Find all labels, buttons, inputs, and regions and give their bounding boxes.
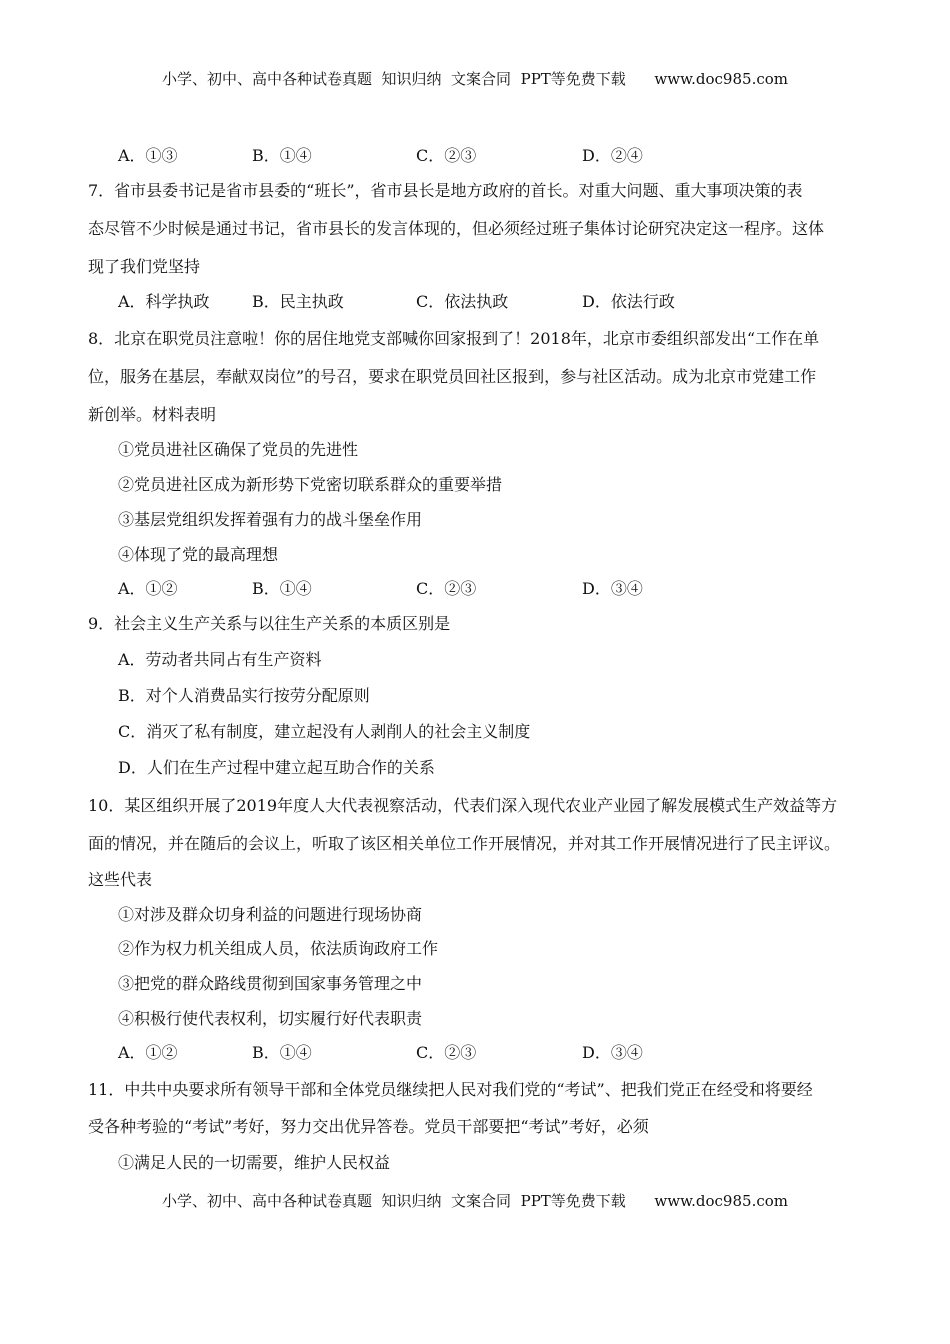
q10-stem-line: 面的情况，并在随后的会议上，听取了该区相关单位工作开展情况，并对其工作开展情况进行了民主评议。 xyxy=(88,834,841,853)
q7-option-c: C．依法执政 xyxy=(416,292,509,311)
q9-choice-c: C．消灭了私有制度，建立起没有人剥削人的社会主义制度 xyxy=(118,722,531,741)
q10-statement: ③把党的群众路线贯彻到国家事务管理之中 xyxy=(118,974,423,993)
q11-stem-line: 受各种考验的“考试”考好，努力交出优异答卷。党员干部要把“考试”考好，必须 xyxy=(88,1117,649,1136)
q8-option-b: B．①④ xyxy=(252,579,312,598)
q7-option-b: B．民主执政 xyxy=(252,292,344,311)
q6-option-b: B．①④ xyxy=(252,146,312,165)
q9-choice-a: A．劳动者共同占有生产资料 xyxy=(118,650,322,669)
q9-choice-b: B．对个人消费品实行按劳分配原则 xyxy=(118,686,370,705)
q11-stem-line: 11．中共中央要求所有领导干部和全体党员继续把人民对我们党的“考试”、把我们党正在经受和将要经 xyxy=(88,1080,813,1099)
q10-statement: ①对涉及群众切身利益的问题进行现场协商 xyxy=(118,905,423,924)
page-header-banner: 小学、初中、高中各种试卷真题 知识归纳 文案合同 PPT等免费下载 www.doc985.com xyxy=(161,70,788,88)
q8-stem-line: 新创举。材料表明 xyxy=(88,405,217,424)
q7-option-a: A．科学执政 xyxy=(118,292,210,311)
q10-stem-line: 10．某区组织开展了2019年度人大代表视察活动，代表们深入现代农业产业园了解发展模式生产效益等方 xyxy=(88,796,838,815)
q8-statement: ④体现了党的最高理想 xyxy=(118,545,279,564)
q9-choice-d: D．人们在生产过程中建立起互助合作的关系 xyxy=(118,758,435,777)
q10-option-a: A．①② xyxy=(118,1043,178,1062)
q8-option-d: D．③④ xyxy=(582,579,643,598)
q7-stem-line: 态尽管不少时候是通过书记，省市县长的发言体现的，但必须经过班子集体讨论研究决定这一程序。这体 xyxy=(88,219,825,238)
q9-stem: 9．社会主义生产关系与以往生产关系的本质区别是 xyxy=(88,614,451,633)
q8-option-c: C．②③ xyxy=(416,579,477,598)
q11-statement: ①满足人民的一切需要，维护人民权益 xyxy=(118,1153,391,1172)
q8-option-a: A．①② xyxy=(118,579,178,598)
q6-option-d: D．②④ xyxy=(582,146,643,165)
q10-statement: ②作为权力机关组成人员，依法质询政府工作 xyxy=(118,939,439,958)
q8-statement: ②党员进社区成为新形势下党密切联系群众的重要举措 xyxy=(118,475,503,494)
q8-stem-line: 位，服务在基层，奉献双岗位”的号召，要求在职党员回社区报到，参与社区活动。成为北京市党建工作 xyxy=(88,367,817,386)
page-footer-banner: 小学、初中、高中各种试卷真题 知识归纳 文案合同 PPT等免费下载 www.doc985.com xyxy=(161,1192,788,1210)
q7-option-d: D．依法行政 xyxy=(582,292,675,311)
q8-stem-line: 8．北京在职党员注意啦！你的居住地党支部喊你回家报到了！2018年，北京市委组织部发出“工作在单 xyxy=(88,329,820,348)
q6-option-a: A．①③ xyxy=(118,146,178,165)
q10-option-c: C．②③ xyxy=(416,1043,477,1062)
q10-option-d: D．③④ xyxy=(582,1043,643,1062)
q10-option-b: B．①④ xyxy=(252,1043,312,1062)
q10-statement: ④积极行使代表权利，切实履行好代表职责 xyxy=(118,1009,423,1028)
q8-statement: ①党员进社区确保了党员的先进性 xyxy=(118,440,359,459)
q10-stem-line: 这些代表 xyxy=(88,870,153,889)
q6-option-c: C．②③ xyxy=(416,146,477,165)
q7-stem-line: 现了我们党坚持 xyxy=(88,257,201,276)
q8-statement: ③基层党组织发挥着强有力的战斗堡垒作用 xyxy=(118,510,423,529)
q7-stem-line: 7．省市县委书记是省市县委的“班长”，省市县长是地方政府的首长。对重大问题、重大事项决策的表 xyxy=(88,181,803,200)
